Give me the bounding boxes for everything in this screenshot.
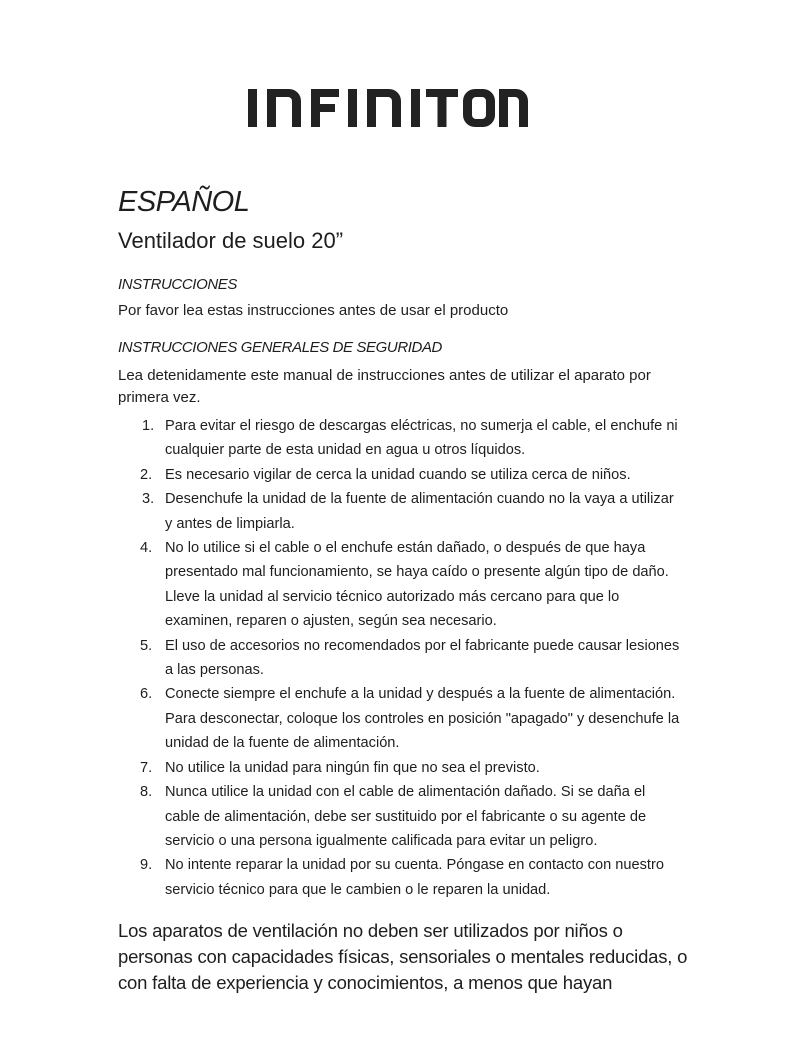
safety-item-2 [118, 463, 683, 487]
item-text: Desenchufe la unidad de la fuente de alimentación cuando no la vaya a utilizar y antes de limpiarla. [165, 491, 674, 532]
item-number: 9. [140, 857, 153, 874]
safety-heading: INSTRUCCIONES GENERALES DE SEGURIDAD [118, 339, 442, 356]
safety-item-9 [118, 853, 683, 902]
item-text: No utilice la unidad para ningún fin que no sea el previsto. [165, 759, 540, 776]
safety-item-6 [118, 682, 683, 755]
safety-item-7 [118, 756, 683, 780]
item-number: 6. [140, 686, 153, 703]
item-text: Nunca utilice la unidad con el cable de alimentación dañado. Si se daña el cable de alimentación, debe ser sustituido por el fabricante o su agente de servicio o una persona igualmente calificada para evitar un peligro. [165, 784, 647, 849]
item-text: No lo utilice si el cable o el enchufe están dañado, o después de que haya presentado mal funcionamiento, se haya caído o presente algún tipo de daño. Lleve la unidad al servicio técnico autorizado más cercano para que lo examinen, reparen o ajusten, según sea necesario. [165, 540, 669, 630]
item-number: 8. [140, 784, 153, 801]
language-heading: ESPAÑOL [118, 186, 250, 218]
item-number: 3. [142, 491, 155, 508]
item-text: No intente reparar la unidad por su cuenta. Póngase en contacto con nuestro servicio técnico para que le cambien o le reparen la unidad. [165, 857, 664, 898]
usage-warning-paragraph: Los aparatos de ventilación no deben ser utilizados por niños o personas con capacidades físicas, sensoriales o mentales reducidas, o con falta de experiencia y conocimientos, a menos que hayan [118, 920, 688, 993]
safety-item-5 [118, 634, 683, 683]
instructions-heading: INSTRUCCIONES [118, 276, 237, 293]
safety-item-3 [118, 487, 683, 536]
item-number: 7. [140, 759, 153, 776]
brand-logo [245, 86, 530, 130]
item-text: El uso de accesorios no recomendados por el fabricante puede causar lesiones a las personas. [165, 637, 680, 679]
item-number: 1. [142, 418, 155, 434]
item-text: Para evitar el riesgo de descargas eléctricas, no sumerja el cable, el enchufe ni cualquier parte de esta unidad en agua u otros líquidos. [165, 418, 678, 459]
item-text: Es necesario vigilar de cerca la unidad cuando se utiliza cerca de niños. [165, 466, 631, 483]
safety-item-1 [118, 414, 683, 463]
safety-intro: Lea detenidamente este manual de instrucciones antes de utilizar el aparato por primera vez. [118, 367, 651, 406]
item-text: Conecte siempre el enchufe a la unidad y después a la fuente de alimentación. Para desconectar, coloque los controles en posición "apagado" y desenchufe la unidad de la fuente de alimentación. [165, 686, 680, 752]
item-number: 4. [140, 540, 153, 557]
item-number: 5. [140, 637, 153, 654]
infiniton-logo-mark [245, 86, 530, 130]
safety-item-8 [118, 780, 683, 853]
product-title: Ventilador de suelo 20” [118, 228, 344, 253]
safety-item-4 [118, 536, 683, 634]
instructions-text: Por favor lea estas instrucciones antes de usar el producto [118, 302, 509, 319]
item-number: 2. [140, 466, 153, 483]
safety-instructions-list [118, 414, 683, 902]
